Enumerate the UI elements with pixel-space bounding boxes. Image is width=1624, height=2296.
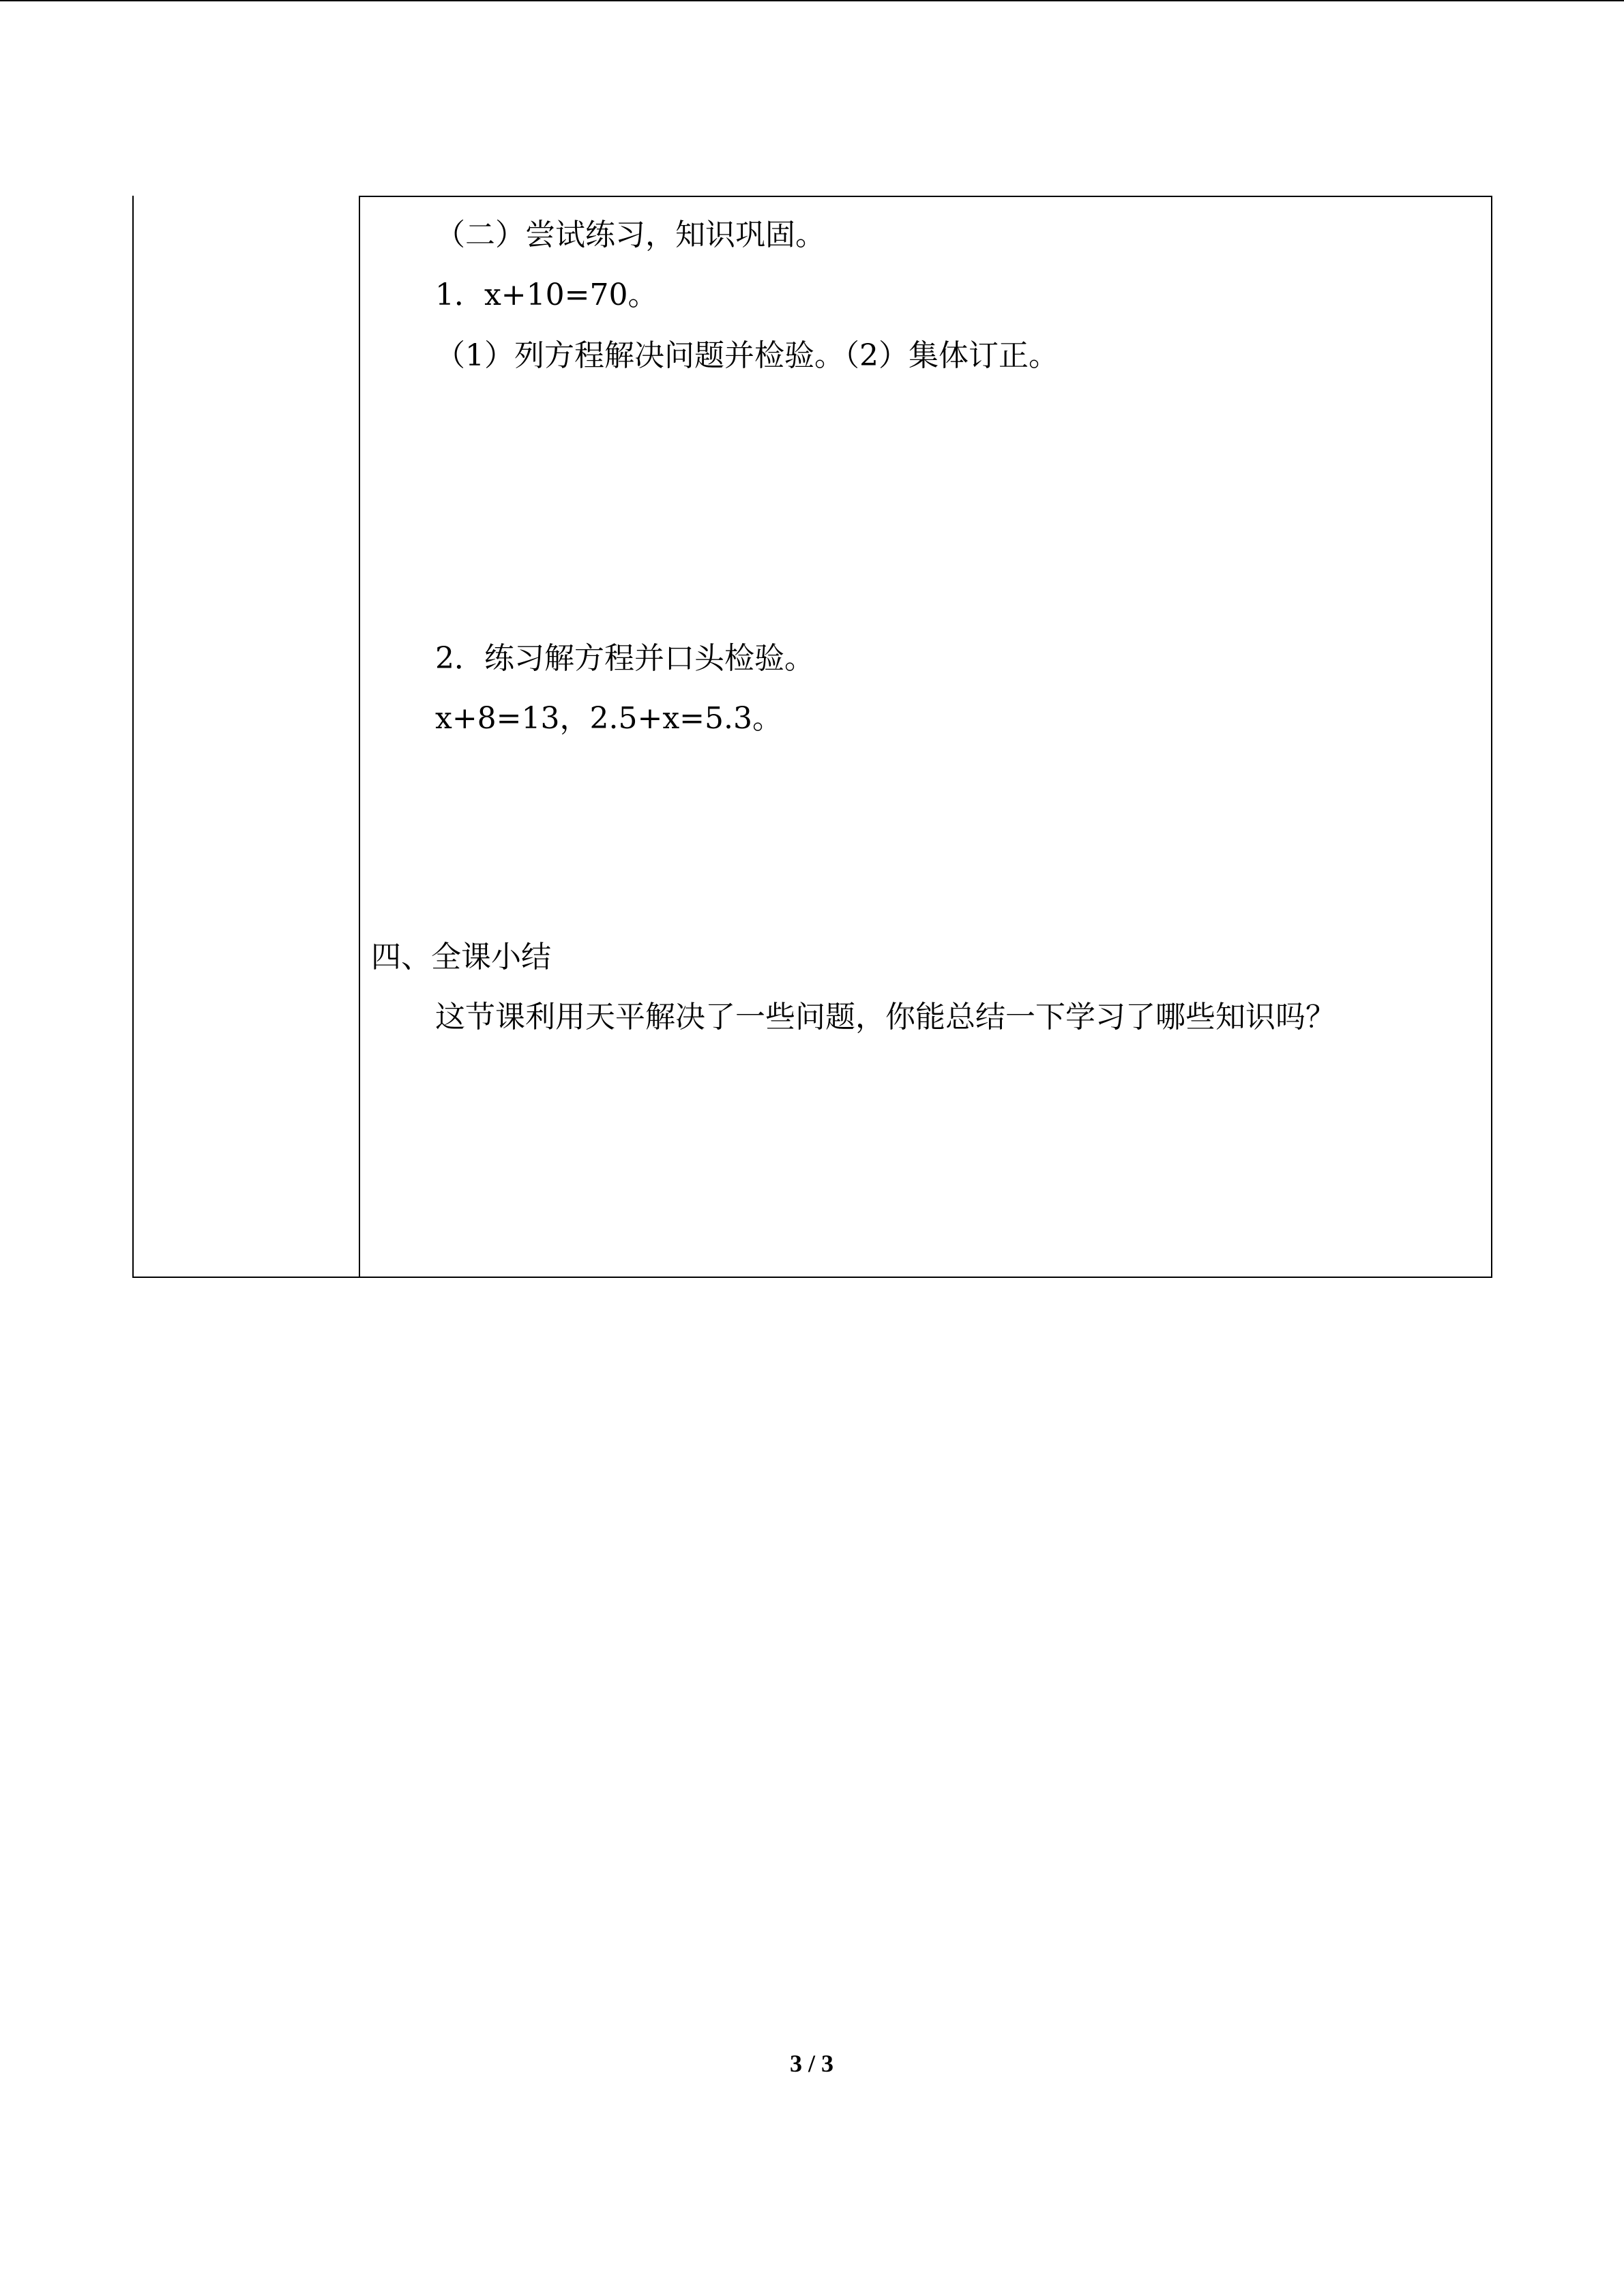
exercise-1-instructions: （1）列方程解决问题并检验。（2）集体订正。 — [435, 338, 1059, 373]
exercise-1-equation: 1．x+10=70。 — [435, 278, 658, 312]
exercise-2-equations: x+8=13，2.5+x=5.3。 — [435, 701, 783, 736]
page-number: 3 / 3 — [789, 2050, 833, 2077]
page-top-border — [0, 0, 1624, 1]
section-heading-summary: 四、全课小结 — [371, 940, 551, 974]
section-heading-practice: （二）尝试练习，知识巩固。 — [435, 218, 825, 252]
lesson-plan-table — [132, 196, 1492, 1278]
exercise-2-heading: 2．练习解方程并口头检验。 — [435, 641, 814, 676]
table-left-cell — [132, 196, 360, 1278]
summary-question: 这节课利用天平解决了一些问题，你能总结一下学习了哪些知识吗？ — [435, 1000, 1335, 1034]
table-content-cell — [359, 196, 1492, 1278]
